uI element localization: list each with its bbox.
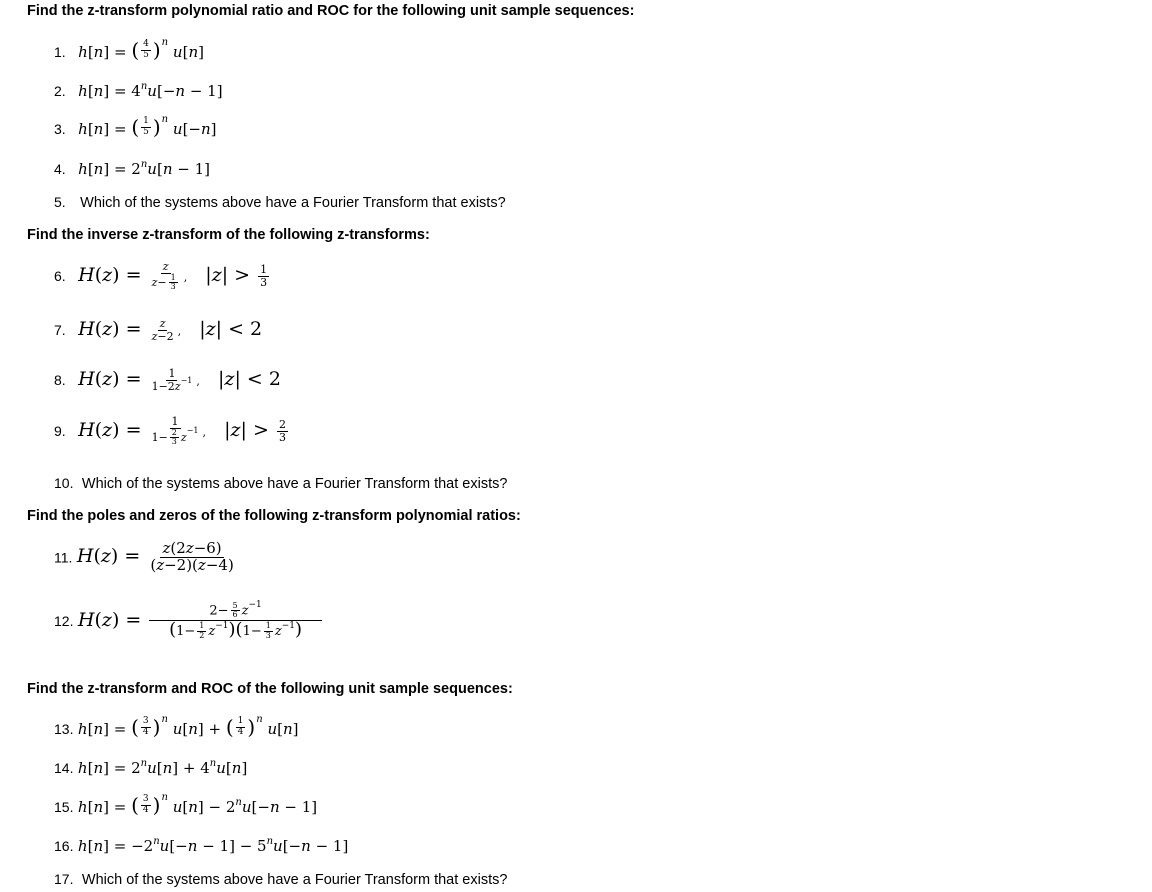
problem-number: 17. [54, 871, 74, 887]
equation: $h[n] = -2^nu[-n - 1] - 5^nu[-n - 1]$ [77, 836, 349, 855]
equation: $h[n] = 2^nu[n - 1]$ [78, 159, 210, 178]
problem-number: 1. [54, 44, 66, 60]
problem-number: 14. [54, 760, 74, 776]
problem-number: 6. [54, 268, 66, 285]
equation: H(z) = $\frac{z}{z-2}$ , |z| < 2 [78, 317, 263, 343]
question-text: Which of the systems above have a Fourier Transform that exists? [81, 872, 508, 888]
equation: H(z) = 1 1− $\frac{2}{3}$ $z^{-1}$ , |z| > $\frac{2}{3}$ [78, 415, 286, 446]
problem-6 [54, 261, 271, 291]
equation: h[n] = ( $\frac{3}{4}$ ) $^n$ $u[n] - 2^nu[-n - 1]$ [77, 792, 318, 817]
problem-number: 12. [54, 613, 74, 630]
problem-number: 4. [54, 161, 66, 177]
section-heading-3: Find the poles and zeros of the following z-transform polynomial ratios: [27, 508, 521, 524]
problem-9 [54, 416, 290, 446]
problem-3 [54, 115, 217, 139]
problem-15 [54, 793, 317, 817]
equation: H(z) = 2− $\frac{5}{6}$ $z^{-1}$ (1− $\frac{1}{2}$ $z^{-1})(1-$ $\frac{1}{3}$ $z^{-1}$) [78, 609, 324, 631]
section-heading-2: Find the inverse z-transform of the following z-transforms: [27, 227, 430, 243]
problem-number: 7. [54, 322, 66, 339]
question-text: Which of the systems above have a Fourier Transform that exists? [81, 476, 508, 492]
equation: $h[n] = 2^nu[n] + 4^nu[n]$ [77, 758, 248, 777]
problem-2 [54, 82, 223, 101]
problem-number: 15. [54, 799, 74, 815]
problem-8 [54, 368, 281, 392]
problem-16 [54, 837, 348, 856]
problem-7 [54, 318, 262, 342]
equation: H(z) = $\frac{1}{1-2z^{-1}}$ , |z| < 2 [78, 367, 281, 393]
problem-14 [54, 759, 247, 778]
problem-number: 9. [54, 423, 66, 440]
problem-4 [54, 160, 210, 179]
section-heading-4: Find the z-transform and ROC of the following unit sample sequences: [27, 681, 513, 697]
problem-number: 11. [54, 549, 73, 566]
equation: H(z) = $\frac{z(2z-6)}{(z-2)(z-4)}$ [76, 539, 234, 574]
equation: h[n] = ( $\frac{4}{5}$ ) $^n$ u[n] [78, 37, 204, 62]
problem-5 [54, 194, 506, 212]
problem-number: 16. [54, 838, 74, 854]
equation: H(z) = z z− $\frac{1}{3}$ , |z| > $\frac{1}{3}$ [78, 260, 268, 291]
problem-number: 5. [54, 194, 66, 210]
problem-number: 2. [54, 83, 66, 99]
question-text: Which of the systems above have a Fourier Transform that exists? [80, 195, 506, 211]
problem-number: 3. [54, 121, 66, 137]
section-heading-1: Find the z-transform polynomial ratio and ROC for the following unit sample sequences: [27, 3, 635, 19]
problem-13 [54, 715, 299, 739]
problem-12 [54, 602, 324, 640]
problem-number: 8. [54, 372, 66, 389]
problem-17 [54, 871, 507, 889]
problem-number: 10. [54, 475, 74, 491]
problem-10 [54, 475, 507, 493]
equation: h[n] = ( $\frac{3}{4}$ ) $^n$ u[n] + ( $\frac{1}{4}$ ) $^n$ u[n] [77, 714, 299, 739]
equation: h[n] = ( $\frac{1}{5}$ ) $^n$ u[−n] [78, 114, 217, 139]
equation: $h[n] = 4^nu[-n - 1]$ [78, 81, 223, 100]
problem-number: 13. [54, 721, 74, 737]
problem-11 [54, 541, 238, 574]
problem-1 [54, 38, 204, 62]
